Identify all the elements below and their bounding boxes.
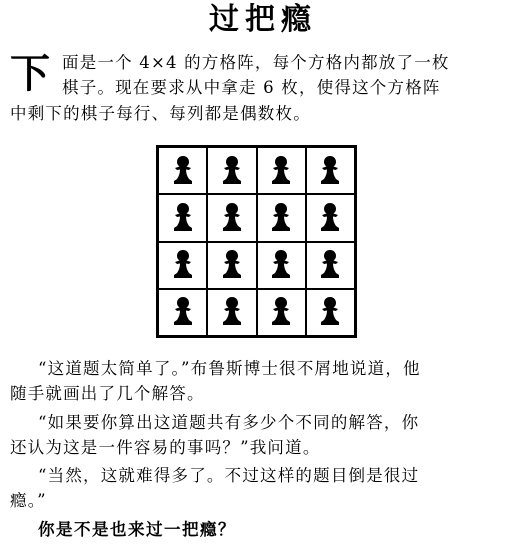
chess-pawn-icon <box>217 201 247 235</box>
board-cell <box>158 242 207 289</box>
board-cell <box>306 289 355 336</box>
board-cell <box>306 242 355 289</box>
chess-board-grid <box>156 145 357 338</box>
board-cell <box>158 194 207 241</box>
chess-pawn-icon <box>315 154 345 188</box>
chess-pawn-icon <box>217 248 247 282</box>
chess-pawn-icon <box>266 295 296 329</box>
dialogue-line: 还认为这是一件容易的事吗？”我问道。 <box>10 438 321 457</box>
board-cell <box>207 242 256 289</box>
dialogue-line: “这道题太简单了。”布鲁斯博士很不屑地说道，他 <box>38 359 421 378</box>
board-cell <box>207 147 256 194</box>
intro-line-2: 棋子。现在要求从中拿走 6 枚，使得这个方格阵 <box>62 78 441 97</box>
chess-pawn-icon <box>168 154 198 188</box>
chess-pawn-icon <box>315 295 345 329</box>
chess-pawn-icon <box>315 201 345 235</box>
chess-pawn-icon <box>266 154 296 188</box>
board-cell <box>257 147 306 194</box>
chess-pawn-icon <box>266 248 296 282</box>
board-cell <box>306 194 355 241</box>
dialogue-line: “如果要你算出这道题共有多少个不同的解答，你 <box>38 413 420 432</box>
board-cell <box>257 194 306 241</box>
dialogue-line: 瘾。” <box>10 491 47 510</box>
page-title: 过把瘾 <box>209 2 317 37</box>
closing-question: 你是不是也来过一把瘾？ <box>38 520 236 539</box>
intro-line-3: 中剩下的棋子每行、每列都是偶数枚。 <box>10 104 311 123</box>
board-cell <box>306 147 355 194</box>
chess-pawn-icon <box>266 201 296 235</box>
drop-cap: 下 <box>10 51 50 97</box>
dialogue-line: 随手就画出了几个解答。 <box>10 384 205 403</box>
board-cell <box>158 147 207 194</box>
board-cell <box>158 289 207 336</box>
chess-pawn-icon <box>168 295 198 329</box>
chess-pawn-icon <box>217 295 247 329</box>
chess-pawn-icon <box>168 248 198 282</box>
chess-pawn-icon <box>315 248 345 282</box>
dialogue-line: “当然，这就难得多了。不过这样的题目倒是很过 <box>38 466 420 485</box>
board-cell <box>257 242 306 289</box>
chess-pawn-icon <box>168 201 198 235</box>
board-cell <box>207 194 256 241</box>
intro-line-1: 面是一个 4×4 的方格阵，每个方格内都放了一枚 <box>62 53 450 72</box>
board-cell <box>257 289 306 336</box>
board-cell <box>207 289 256 336</box>
chess-pawn-icon <box>217 154 247 188</box>
